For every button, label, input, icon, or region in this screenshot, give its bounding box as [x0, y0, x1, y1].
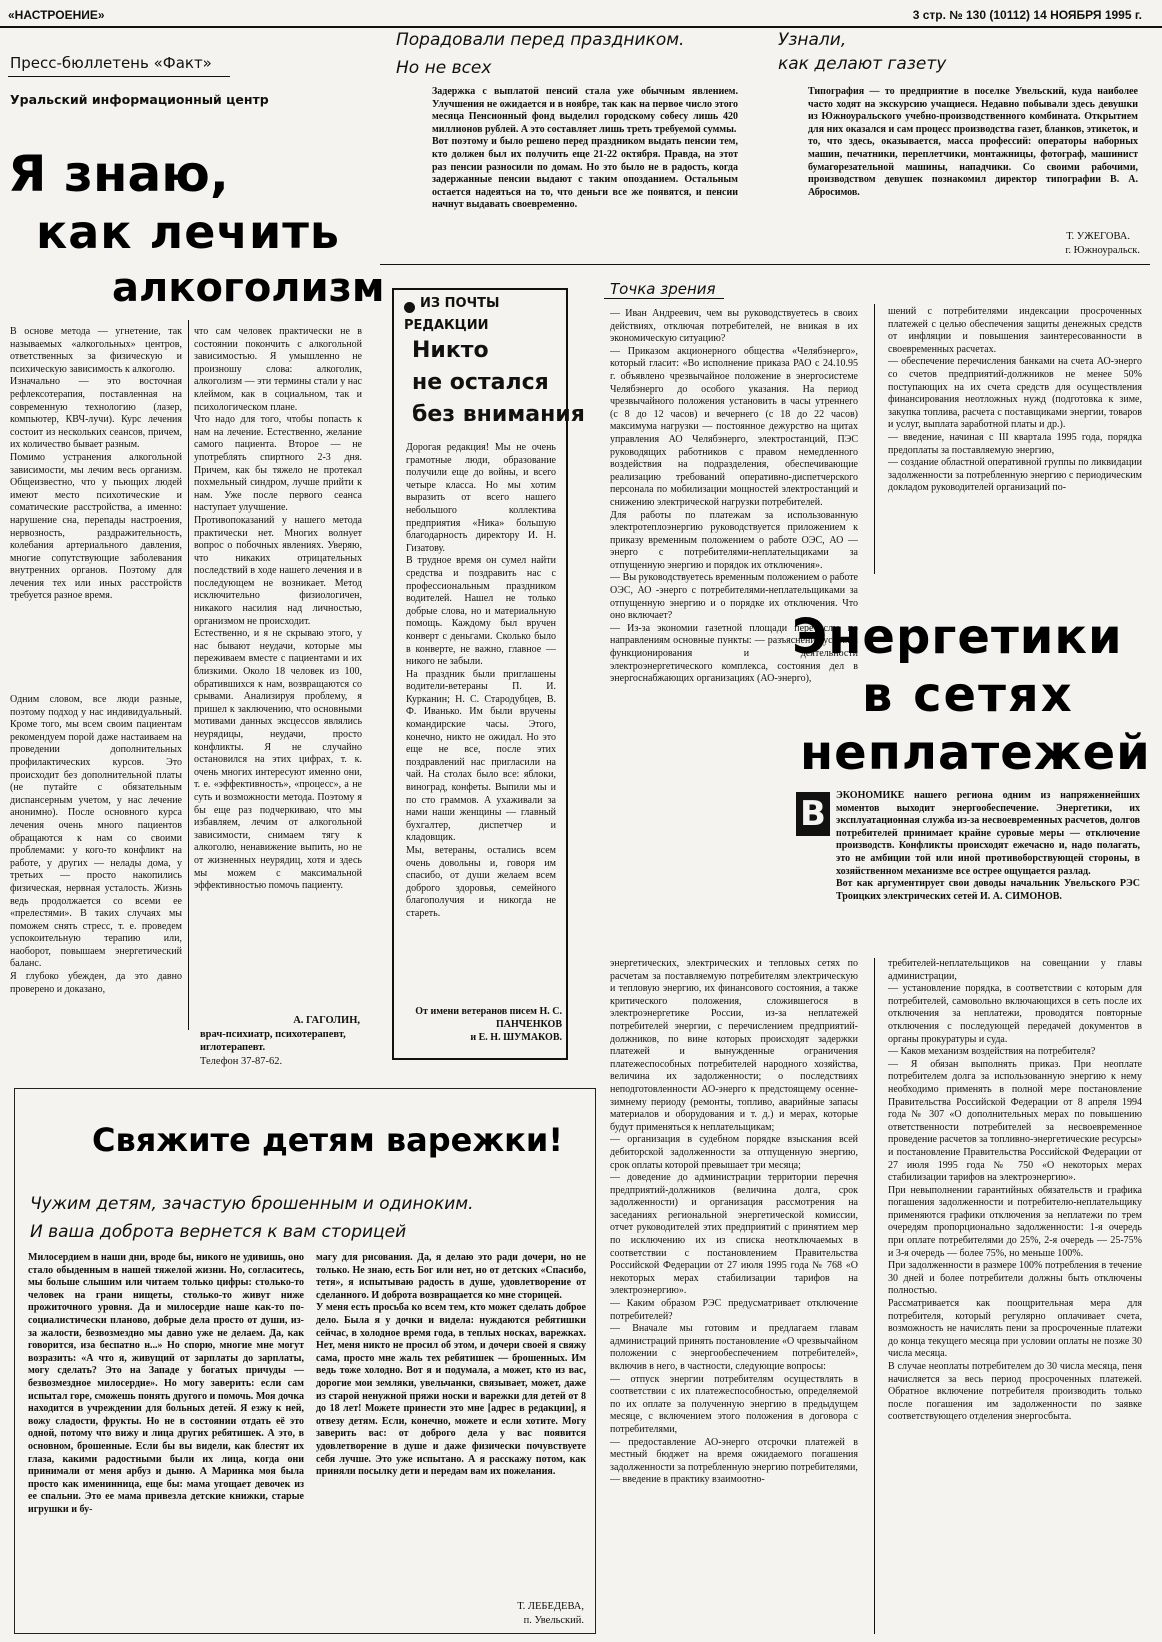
fakt-phone: Телефон 37-87-62.: [200, 1056, 283, 1067]
mittens-place: п. Увельский.: [523, 1615, 584, 1626]
issue-info: 3 стр. № 130 (10112) 14 НОЯБРЯ 1995 г.: [912, 8, 1142, 22]
energy-col4: требителей-неплательщиков на совещании у главы администрации, — установление порядка, в соответствии с которым для потребителей, самовольно включающихся в сеть после их отключения за неплатежи, проводятся повторные отключения с последующей передачей документов в органы прокуратуры и суда. — Каков механизм воздействия на потребителя? — Я обязан выполнять приказ. При неоплате потребителем долга за использованную энергию к нему необходимо применять в полной мере постановление Правительства Российской Федерации от 8 апреля 1994 года № 307 «О дополнительных мерах по повышению ответственности потребителей за несвоевременное проведение расчетов за топливно-энергетические ресурсы» и постановление Правительства Российской Федерации от 27 июля 1995 года № 750 «О некоторых мерах стабилизации тарифов на электроэнергию». При невыполнении гарантийных обязательств и графика погашения задолженности и потребителю-неплательщику применяются графики отключения за неплатежи по трем очередям пропорционально задолженности: 1-я очередь при оплате потребителями до 25%, 2-я очередь — 25-75% и 3-я очередь — более 75%, но меньше 100%. При задолженности в размере 100% потребления в течение 30 дней и более потребители должны быть отключены полностью. Рассматривается как поощрительная мера для потребителя, который регулярно оплачивает счета, возможность не начислять пени за просроченные платежи до конца текущего месяца при условии оплаты не позже 30 числа месяца. В случае неоплаты потребителем до 30 числа месяца, пеня начисляется за весь период просроченных платежей. Обратное включение потребителя производить только после погашения им задолженности по заявке соответствующего отделения энергосбыта.: [888, 958, 1142, 1423]
fakt-col1-cont: Одним словом, все люди разные, поэтому подход у нас индивидуальный. Кроме того, мы всем своим пациентам рекомендуем порой даже настаиваем на проведении дополнительных профилактических курсов. Это происходит без дополнительной платы (не путайте с обязательным диспансерным учетом, у нас лечение анонимно). После основного курса лечения очень много пациентов обращаются к нам со своими проблемами: у кого-то конфликт на работе, у других — нелады дома, у третьих — просто накопились физическая, нервная усталость. Жизнь ведь продолжается со всеми ее «прелестями». В таких случаях мы поможем снять стресс, т. е. проведем успокоительную терапию или, наоборот, повышаем энергетический баланс. Я глубоко убежден, да это давно проверено и доказано,: [10, 694, 182, 995]
mail-signature: От имени ветеранов писем Н. С. ПАНЧЕНКОВ: [415, 1006, 562, 1030]
fakt-col1: В основе метода — угнетение, так называемых «алкогольных» центров, ответственных за физическую и психическую зависимость к алкоголю. Изначально — это восточная рефлексотерапия, поставленная на современную технологию (лазер, компьютер, КВЧ-лучи). Курс лечения состоит из нескольких сеансов, причем, их количество бывает разным. Помимо устранения алкогольной зависимости, мы лечим весь организм. Общеизвестно, что у пьющих людей имеют место психотические и соматические расстройства, а именно: нарушение сна, перепады настроения, нервозность, раздражительность, колебания артериального давления, многие сопутствующие заболевания внутренних органов. Поэтому для лечения тех или иных расстройств требуется разное время.: [10, 326, 182, 602]
mail-signature-2: и Е. Н. ШУМАКОВ.: [470, 1032, 562, 1043]
mail-label-2: РЕДАКЦИИ: [404, 318, 489, 333]
energy-title-line1: Энергетики: [792, 609, 1123, 665]
fakt-signature-title: врач-психиатр, психотерапевт, иглотерапевт.: [200, 1029, 346, 1053]
energy-dropcap: [796, 792, 830, 836]
mittens-subtitle-2: И ваша доброта вернется к вам сторицей: [30, 1222, 407, 1242]
header-rule: [0, 26, 1162, 28]
newspaper-title-line1: Узнали,: [778, 30, 847, 50]
section-name: «НАСТРОЕНИЕ»: [8, 8, 105, 22]
newspaper-place: г. Южноуральск.: [1065, 245, 1140, 256]
fakt-center: Уральский информационный центр: [10, 92, 269, 107]
mail-text: Дорогая редакция! Мы не очень грамотные люди, образование получили еще до войны, и всего четыре класса. Но мы хотим выразить от всего нашего небольшого коллектива предприятия «Ника» большую благодарность директору И. Н. Гизатову. В трудное время он сумел найти средства и поздравить нас с профессиональным праздником водителей. Нашел не только добрые слова, но и материальную помощь. Каждому был вручен конверт с деньгами. Сколько было в конверте, не важно, главное — никого не забыли. На праздник были приглашены водители-ветераны П. И. Курканин; Н. С. Стародубцев, В. Ф. Иванько. Им были вручены командирские часы. Этого, конечно, никто не ожидал. Но это еще не все, после этих поздравлений нас пригласили на чай. На столах было все: яблоки, виноград, конфеты. Выпили мы и по сто граммов. А ухаживали за нами наши женщины — главный бухгалтер, диспетчер и кладовщик. Мы, ветераны, остались всем очень довольны и, говоря им спасибо, от души желаем всем доброго здоровья, семейного благополучия и никогда не стареть.: [406, 442, 556, 919]
holiday-text: Задержка с выплатой пенсий стала уже обычным явлением. Улучшения не ожидается и в ноябре, так как на первое число этого месяца Пенсионный фонд выделил городскому собесу лишь 420 миллионов рублей. А это составляет лишь треть требуемой суммы. Вот поэтому и было решено перед праздником выдать пенсии тем, кто должен был их получить еще 21-22 октября. Правда, на этот раз пенсии разносили по домам. Но это было не в радость, когда задержанные пенсии выдают с таким опозданием. Остальным остается надеяться на то, что деньги все же появятся, и пенсии начнут выдавать своевременно.: [432, 86, 738, 211]
article-title-line1: Я знаю,: [8, 145, 229, 203]
fakt-col2: что сам человек практически не в состоянии покончить с алкогольной зависимостью. Я умышленно не произношу слова: алкоголик, алкоголизм — эти термины стали у нас клеймом, как в социальном, так и психологическом плане. Что надо для того, чтобы попасть к нам на лечение. Естественно, желание самого пациента. Второе — не употреблять спиртного 2-3 дня. Причем, как бы тяжело не протекал похмельный синдром, лучше прийти к нам. Уже после первого сеанса наступает улучшение. Противопоказаний у нашего метода практически нет. Многих волнует вопрос о побочных явлениях. Уверяю, что никаких отрицательных последствий в ходе нашего лечения и в последующем не возникает. Метод исключительно физиологичен, никакого насилия над личностью, организмом не происходит. Естественно, и я не скрываю этого, у нас бывают неудачи, которые мы переживаем вместе с пациентами и их близкими. Около 18 человек из 100, обратившихся к нам, возвращаются со срывами. Анализируя проблему, я пришел к заключению, что основными мотивами данных эксцессов являлись неурядицы, неудачи, просто конфликты. Я не случайно остановился на этих цифрах, т. к. очень многих интересуют именно они, т. е. «эффективность», «процесс», а не суть и возможности метода. Поэтому я бы еще раз подчеркиваю, что мы избавляем, лечим от алкогольной зависимости, снимаем тягу к алкоголю, ненавижение выпить, но не от жизненных неурядиц, хотя и здесь мы можем с максимальной эффективностью помочь пациенту.: [194, 326, 362, 892]
article-title-line3: алкоголизм: [112, 265, 385, 311]
energy-col2: шений с потребителями индексации просроченных платежей с целью обеспечения защиты денежных средств от инфляции и повышения заинтересованности в своевременных расчетах. — обеспечение перечисления банками на счета АО-энерго со счетов предприятий-должников не менее 50% поступающих на их счета средств для осуществления финансирования неотложных нужд (подготовка к зиме, закупка топлива, расчета с поставщиками энергии, товаров и услуг, выплата заработной платы и др.). — введение, начиная с III квартала 1995 года, порядка предоплаты за поставляемую энергию, — создание областной оперативной группы по ликвидации задолженности за потребленную энергию с периодическим докладом руководителей организаций по-: [888, 306, 1142, 494]
mail-label: ИЗ ПОЧТЫ: [420, 296, 500, 311]
mittens-col2: магу для рисования. Да, я делаю это ради дочери, но не только. Не знаю, есть Бог или нет, но от детских «Спасибо, тетя», я испытываю радость в душе, удовлетворение от сделанного. И доброта возвращается ко мне сторицей. У меня есть просьба ко всем тем, кто может сделать доброе дело. Была я у дочки и видела: нуждаются ребятишки сейчас, в холодное время года, в теплых носках, варежках. Нет, меня никто не просил об этом, и дочери своей я свяжу сама, просто мне жаль тех ребятишек — брошенных. Им ведь тоже холодно. Вот я и подумала, а может, кто из вас, дорогие мои земляки, увельчанки, связывает, может, даже из старой ненужной пряжи носки и варежки для детей от 8 до 18 лет! Можете принести это мне [адрес в редакции], я отвезу детям. Если, конечно, можете и если хотите. Могу заверить вас: от доброго дела у вас появится удовлетворение в душе и даже физически почувствуете себя лучше. Это уже испытано. А я расскажу потом, как приняли посылку дети и передам вам их пожелания.: [316, 1252, 586, 1478]
energy-col1: — Иван Андреевич, чем вы руководствуетесь в своих действиях, отключая потребителей, не вникая в их экономическую ситуацию? — Приказом акционерного общества «Челябэнерго», который гласит: «Во исполнение приказа РАО с 24.10.95 г. объявлено чрезвычайное положение в энергосистеме Челябэнерго до особого указания. На период чрезвычайного положения установить в часы утреннего (с 8 до 12 часов) и вечернего (с 18 до 22 часов) максимума нагрузки — постоянное дежурство на щитах управления АО Челябэнерго, электростанций, ПЭС руководящих работников с правом немедленного воздействия на подразделения, обеспечивающие реализацию требований оперативно-диспетчерского персонала по мобилизации мощностей электростанций и снижению электрической нагрузки потребителей. Для работы по платежам за использованную электротеплоэнергию руководствуется приложением к приказу временным положением о работе ОЭС, АО — энерго с потребителями-неплательщиками за отпущенную энергию и порядок их отключения». — Вы руководствуетесь временным положением о работе ОЭС, АО -энерго с потребителями-неплательщиками за отпущенную энергию и о порядке их отключения. Что оно включает? — Из-за экономии газетной площади перечислю по направлениям основные пункты: — разъяснение условий функционирования и деятельности электроэнергетического комплекса, состояния дел в энергоснабжающих организациях (АО-энерго),: [610, 308, 858, 685]
energy-title-line2: в сетях: [862, 667, 1074, 723]
newspaper-signature: Т. УЖЕГОВА.: [1066, 231, 1130, 242]
holiday-title-line2: Но не всех: [396, 58, 492, 78]
mittens-col1: Милосердием в наши дни, вроде бы, никого не удивишь, оно стало обыденным в нашей тяжелой жизни. Но, согласитесь, мы больше слышим или читаем только цифры: столько-то человек на грани нищеты, столько-то живут ниже прожиточного уровня. Да и милосердие наше как-то по-социалистически планово, добрые дела просто от души, из-за жалости, безвозмездно мы давно уже не делаем. Да, как говорится, иза беспатно н...» Но спорю, многие мне могут возразить: «А что я, живущий от зарплаты до зарплаты, могу сделать? Это на Западе у богатых причуды — безвозмездное милосердие». Но могу заверить: если сам испытал горе, сможешь понять другого и помочь. Моя дочка находится в учреждении для больных детей. Я езжу к ней, вожу сладости, фрукты. Но не в состоянии отдать её это одной, потому что вижу и лица других ребятишек. А это, в основном, брошенные. Если бы вы видели, как блестят их глаза, какими радостными были их лица, когда они принимали от меня арбуз и дыню. А Маринка моя была просто как именинница, еще бы: мама угощает девочек из ее спальни. Это ее мама привезла детские книжки, старые игрушки и бу-: [28, 1252, 304, 1515]
mittens-subtitle-1: Чужим детям, зачастую брошенным и одиноким.: [30, 1194, 474, 1214]
newspaper-title-line2: как делают газету: [778, 54, 947, 74]
fakt-label: Пресс-бюллетень «Факт»: [10, 54, 212, 72]
newspaper-text: Типография — то предприятие в поселке Увельский, куда наиболее часто ходят на экскурсию учащиеся. Недавно побывали здесь девушки из Южноуральского учебно-производственного комбината. Открытием для них оказался и сам процесс производства газет, бланков, этикеток, и то, что здесь, оказывается, масса профессий: операторы наборных машин, печатники, переплетчики, монтажницы, фотограф, машинист бумагорезательной машины, нападчики. Со своими рабочими, производством девушек познакомил директор типографии В. А. Абросимов.: [808, 86, 1138, 198]
holiday-title-line1: Порадовали перед праздником.: [396, 30, 685, 50]
energy-lead: ЭКОНОМИКЕ нашего региона одним из напряженнейших моментов выходит энергообеспечение. Энергетики, их эксплуатационная служба из-за несвоевременных расчетов, долгов потребителей принимает крайне суровые меры — отключение производств. Конфликты происходят ежечасно и, надо полагать, это не амбиции той или иной противоборствующей стороны, в хозяйственном механизме все острее ощущается разлад. Вот как аргументирует свои доводы начальник Увельского РЭС Троицких электрических сетей И. А. СИМОНОВ.: [836, 790, 1140, 902]
mittens-title: Свяжите детям варежки!: [92, 1121, 563, 1159]
mail-title-line1: Никто: [412, 338, 489, 363]
mail-title-line3: без внимания: [412, 402, 585, 427]
fakt-signature: А. ГАГОЛИН,: [293, 1015, 360, 1026]
mail-bullet-icon: [404, 302, 415, 313]
mail-title-line2: не остался: [412, 370, 549, 395]
article-title-line2: как лечить: [36, 205, 340, 259]
mittens-signature: Т. ЛЕБЕДЕВА,: [517, 1601, 584, 1612]
energy-title-line3: неплатежей: [800, 725, 1151, 781]
viewpoint-label: Точка зрения: [610, 280, 716, 298]
dropcap-letter: В: [800, 794, 826, 834]
energy-col3: энергетических, электрических и тепловых сетях по расчетам за поставляемую потребителям электрическую и тепловую энергию, их финансового состояния, а также критического положения, сложившегося в электроэнергетике России, из-за неплатежей потребителей энергии, с перечислением предприятий-должников, по вине которых происходят задержки платежей и вынужденные ограничения платежеспособных потребителей народного хозяйства, величина их задолженности; о последствиях неподготовленности АО-энерго к предстоящему осенне-зимнему периоду (ремонты, топливо, аварийные запасы материалов и оборудования и т. д.) и мерах, которые будут применяться к неплательщикам; — организация в судебном порядке взыскания всей дебиторской задолженности за отпущенную энергию, срок оплаты которой превышает три месяца; — доведение до администрации территории перечня предприятий-должников (величина долга, срок задолженности) и организация рассмотрения на заседаниях региональной энергетической комиссии, отчет руководителей этих предприятий с принятием мер по исключению их из списка неотключаемых в соответствии с постановлением Правительства Российской Федерации от 27 июля 1995 года № 768 «О некоторых мерах стабилизации тарифов на электроэнергию». — Каким образом РЭС предусматривает отключение потребителей? — Вначале мы готовим и предлагаем главам администраций принять постановление «О чрезвычайном положении с энергообеспечением потребителей», включив в него, в частности, следующие вопросы: — отпуск энергии потребителям осуществлять в соответствии с их платежеспособностью, определяемой по их оплате за полученную энергию в предыдущем месяце, с включением этого положения в договора с потребителями, — предоставление АО-энерго отсрочки платежей в местный бюджет на время ожидаемого погашения задолженности за потребленную энергию потребителями, — введение в практику взаимоотно-: [610, 958, 858, 1486]
